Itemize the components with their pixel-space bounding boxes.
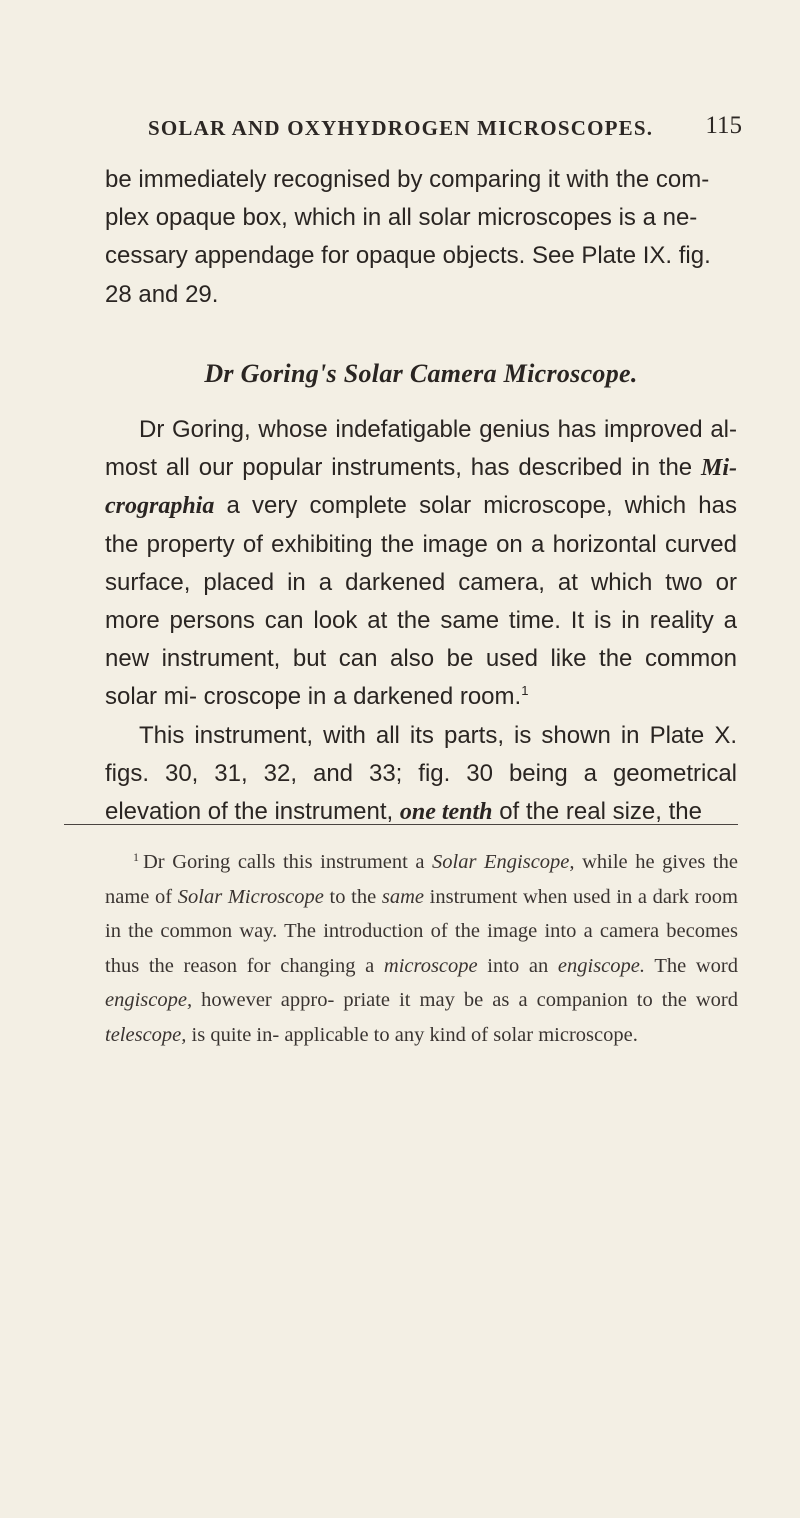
- footnote-divider: [64, 824, 738, 825]
- paragraph-text: Dr Goring, whose indefatigable genius has improved al- most all our popular instruments, has described in the: [105, 416, 737, 482]
- paragraph-continued: be immediately recognised by comparing it with the com- plex opaque box, which in all solar microscopes is a ne- cessary appendage for opaque objects. See Plate IX. fig. 28 and 29.: [105, 166, 711, 308]
- footnote-italic: same: [381, 885, 424, 908]
- paragraph-text: This instrument, with all its parts, is shown in Plate X. figs. 30, 31, 32, and 33; fig. 30 being a geometrical elevation of the instrument,: [105, 721, 737, 826]
- footnote-text: into an: [477, 954, 558, 977]
- body-text: [105, 161, 737, 831]
- paragraph-text: of the real size, the: [492, 798, 702, 826]
- footnote-text: The word: [645, 954, 738, 977]
- running-header: [148, 112, 742, 148]
- footnote-italic: Solar Engiscope,: [432, 851, 575, 873]
- footnote-italic: engiscope.: [557, 954, 646, 977]
- page-number: 115: [705, 112, 742, 139]
- footnote-italic: engiscope,: [105, 989, 193, 1012]
- footnote-text: Dr Goring calls this instrument a: [143, 851, 433, 873]
- section-heading: Dr Goring's Solar Camera Microscope.: [204, 358, 638, 388]
- micrographia-title: Mi- crographia: [105, 455, 737, 520]
- footnote-text: while he gives the name of: [105, 851, 738, 908]
- footnote-italic: Solar Microscope: [177, 885, 324, 908]
- running-title: SOLAR AND OXYHYDROGEN MICROSCOPES.: [148, 116, 654, 140]
- paragraph-text: a very complete solar microscope, which has the property of exhibiting the image on a horizontal curved surface, placed in a darkened camera, at which two or more persons can look at the same time. It is in reality a new instrument, but can also be used like the common solar mi- croscope in a darkened room.: [105, 492, 737, 711]
- footnote-text: to the: [323, 885, 382, 908]
- footnote-mark: 1: [133, 850, 139, 864]
- paragraph-instrument-parts: [105, 717, 737, 832]
- footnote-italic: telescope,: [105, 1023, 187, 1046]
- footnote-italic: microscope: [383, 954, 478, 977]
- emphasis-one-tenth: one tenth: [399, 799, 493, 826]
- footnote-text: is quite in- applicable to any kind of solar microscope.: [186, 1023, 638, 1046]
- footnote-text: however appro- priate it may be as a companion to the word: [192, 989, 738, 1012]
- footnote: [105, 840, 738, 1053]
- footnote-text: instrument when used in a dark room in the common way. The introduction of the image into a camera becomes thus the reason for changing a: [105, 885, 738, 977]
- footnote-reference: 1: [521, 683, 529, 699]
- paragraph-goring-description: [105, 411, 737, 717]
